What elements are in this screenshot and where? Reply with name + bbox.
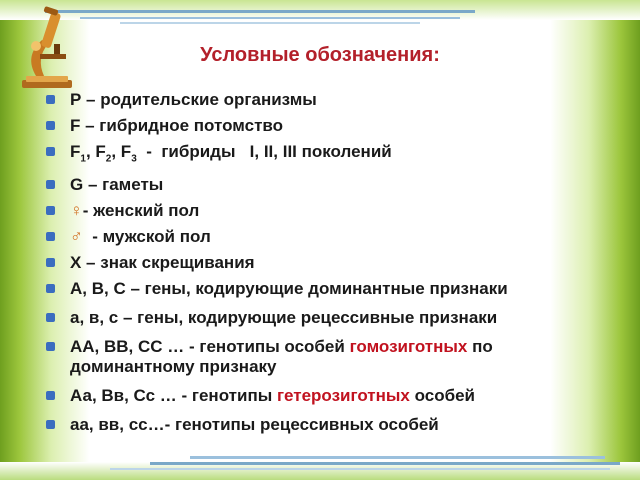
item-text: А, В, С – гены, кодирующие доминантные признаки: [70, 279, 508, 299]
bullet-icon: [46, 121, 55, 130]
item-text: G – гаметы: [70, 175, 164, 195]
list-item: [46, 90, 606, 110]
decor-line: [120, 22, 420, 24]
list-item: [46, 253, 606, 273]
f-rest: - гибриды I, II, III поколений: [136, 142, 392, 161]
item-text: а, в, с – гены, кодирующие рецессивные признаки: [70, 308, 498, 328]
decor-line: [190, 456, 605, 459]
female-symbol-icon: ♀: [70, 201, 83, 221]
item-text: Р – родительские организмы: [70, 90, 317, 109]
subscript: 1: [80, 153, 86, 165]
list-item: [46, 175, 606, 195]
bullet-icon: [46, 147, 55, 156]
list-item: [46, 142, 606, 169]
f-part: , F: [111, 142, 132, 161]
list-item: [46, 116, 606, 136]
bullet-icon: [46, 420, 55, 429]
f-part: , F: [85, 142, 106, 161]
bullet-icon: [46, 180, 55, 189]
decor-line: [110, 468, 610, 470]
list-item: [46, 337, 606, 377]
bullet-icon: [46, 284, 55, 293]
highlight-text: гомозиготных: [349, 337, 468, 357]
list-item: [46, 201, 606, 221]
decor-line: [80, 17, 460, 19]
list-item: [46, 386, 606, 406]
list-item: [46, 308, 606, 328]
bullet-icon: [46, 342, 55, 351]
bullet-icon: [46, 232, 55, 241]
bullet-icon: [46, 313, 55, 322]
f-prefix: F: [70, 142, 81, 161]
item-text: - мужской пол: [82, 227, 211, 247]
item-text: АА, ВВ, СС … - генотипы особей: [70, 337, 350, 357]
list-item: [46, 227, 606, 247]
item-text: по доминантному признаку: [70, 337, 493, 377]
microscope-icon: [16, 6, 80, 92]
highlight-text: гетерозиготных: [276, 386, 410, 406]
bullet-icon: [46, 206, 55, 215]
bullet-icon: [46, 391, 55, 400]
item-text: аа, вв, сс…- генотипы рецессивных особей: [70, 415, 439, 435]
list-item: [46, 279, 606, 299]
subscript: 2: [105, 153, 112, 165]
list-item: [46, 415, 606, 435]
subscript: 3: [131, 153, 137, 165]
decor-line: [150, 462, 620, 465]
item-text: Аа, Вв, Сс … - генотипы: [70, 386, 277, 406]
legend-list: [46, 90, 606, 441]
item-text: особей: [409, 386, 476, 406]
bullet-icon: [46, 258, 55, 267]
male-symbol-icon: ♂: [70, 227, 83, 247]
decor-line: [45, 10, 475, 13]
bullet-icon: [46, 95, 55, 104]
item-text: F – гибридное потомство: [70, 116, 284, 135]
item-text: - женский пол: [82, 201, 200, 221]
slide-title: Условные обозначения:: [200, 44, 440, 66]
item-text: Х – знак скрещивания: [70, 253, 255, 273]
